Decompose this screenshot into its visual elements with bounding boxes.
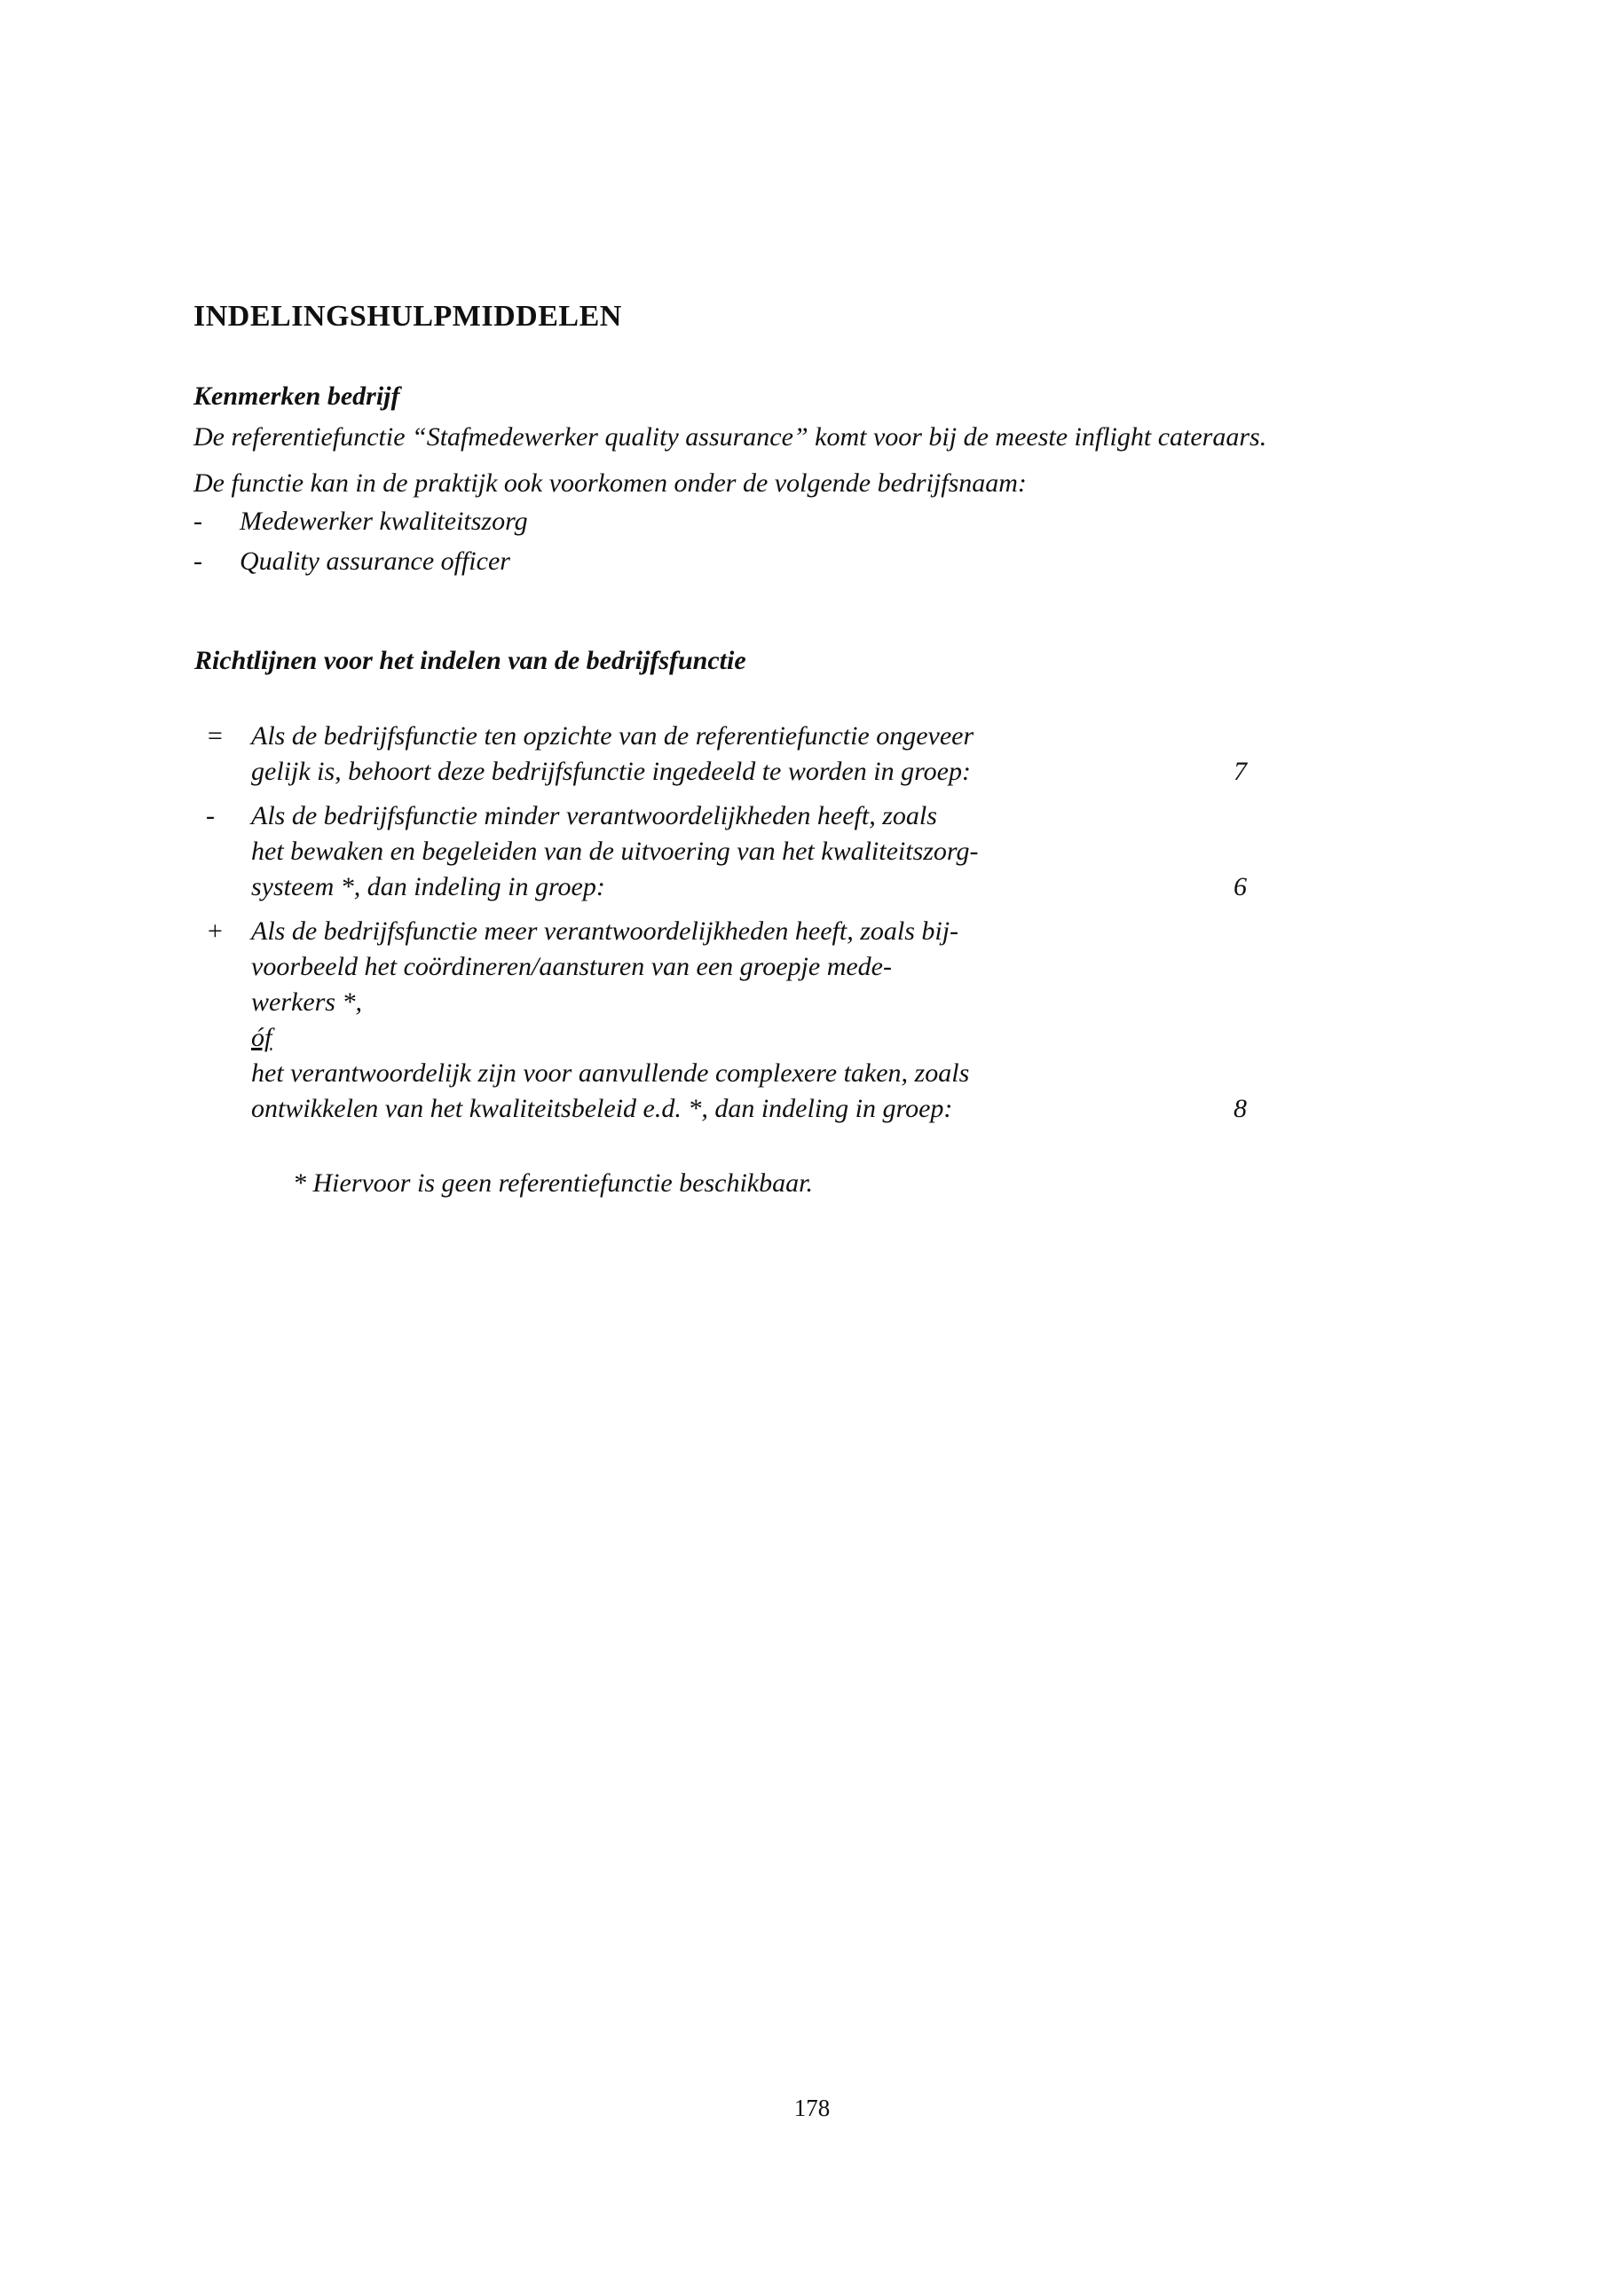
guideline-line: systeem *, dan indeling in groep:	[251, 872, 605, 901]
equal-marker: =	[206, 721, 225, 751]
paragraph-bedrijfsnaam-intro: De functie kan in de praktijk ook voorkomen onder de volgende bedrijfsnaam:	[193, 468, 1027, 498]
guideline-line: gelijk is, behoort deze bedrijfsfunctie ingedeeld te worden in groep:	[251, 757, 971, 786]
section-heading-kenmerken-bedrijf: Kenmerken bedrijf	[193, 381, 400, 411]
list-item	[193, 546, 510, 578]
guideline-item-equal	[206, 719, 1247, 790]
guideline-line: werkers *,	[251, 987, 362, 1017]
bullet-label: Medewerker kwaliteitszorg	[240, 507, 528, 536]
section-heading-richtlijnen: Richtlijnen voor het indelen van de bedrijfsfunctie	[194, 646, 746, 675]
page-number: 178	[793, 2095, 831, 2121]
page-title: INDELINGSHULPMIDDELEN	[193, 300, 622, 333]
guideline-item-plus	[206, 914, 1247, 1127]
bullet-marker: -	[193, 546, 202, 576]
footnote: * Hiervoor is geen referentiefunctie beschikbaar.	[293, 1168, 813, 1198]
list-item	[193, 506, 528, 538]
minus-marker: -	[206, 801, 215, 830]
bullet-marker: -	[193, 507, 202, 536]
guideline-line: het verantwoordelijk zijn voor aanvullende complexere taken, zoals	[251, 1058, 970, 1088]
guideline-line: het bewaken en begeleiden van de uitvoering van het kwaliteitszorg-	[251, 837, 979, 866]
paragraph-referentiefunctie: De referentiefunctie “Stafmedewerker quality assurance” komt voor bij de meeste inflight cateraars.	[193, 422, 1267, 452]
guideline-line-of: óf	[251, 1023, 272, 1052]
guideline-line: Als de bedrijfsfunctie ten opzichte van de referentiefunctie ongeveer	[251, 721, 974, 751]
guideline-item-minus	[206, 798, 1247, 905]
group-number: 8	[1234, 1094, 1247, 1123]
bullet-label: Quality assurance officer	[240, 546, 510, 576]
guideline-line: Als de bedrijfsfunctie minder verantwoordelijkheden heeft, zoals	[251, 801, 937, 830]
guideline-line: Als de bedrijfsfunctie meer verantwoordelijkheden heeft, zoals bij-	[251, 916, 959, 946]
guideline-text	[251, 719, 974, 790]
guideline-line: ontwikkelen van het kwaliteitsbeleid e.d. *, dan indeling in groep:	[251, 1094, 953, 1123]
guideline-text	[251, 798, 978, 905]
group-number: 6	[1234, 872, 1247, 901]
guideline-text	[251, 914, 969, 1127]
group-number: 7	[1234, 757, 1247, 786]
guideline-line: voorbeeld het coördineren/aansturen van een groepje mede-	[251, 952, 892, 981]
plus-marker: +	[206, 916, 225, 946]
